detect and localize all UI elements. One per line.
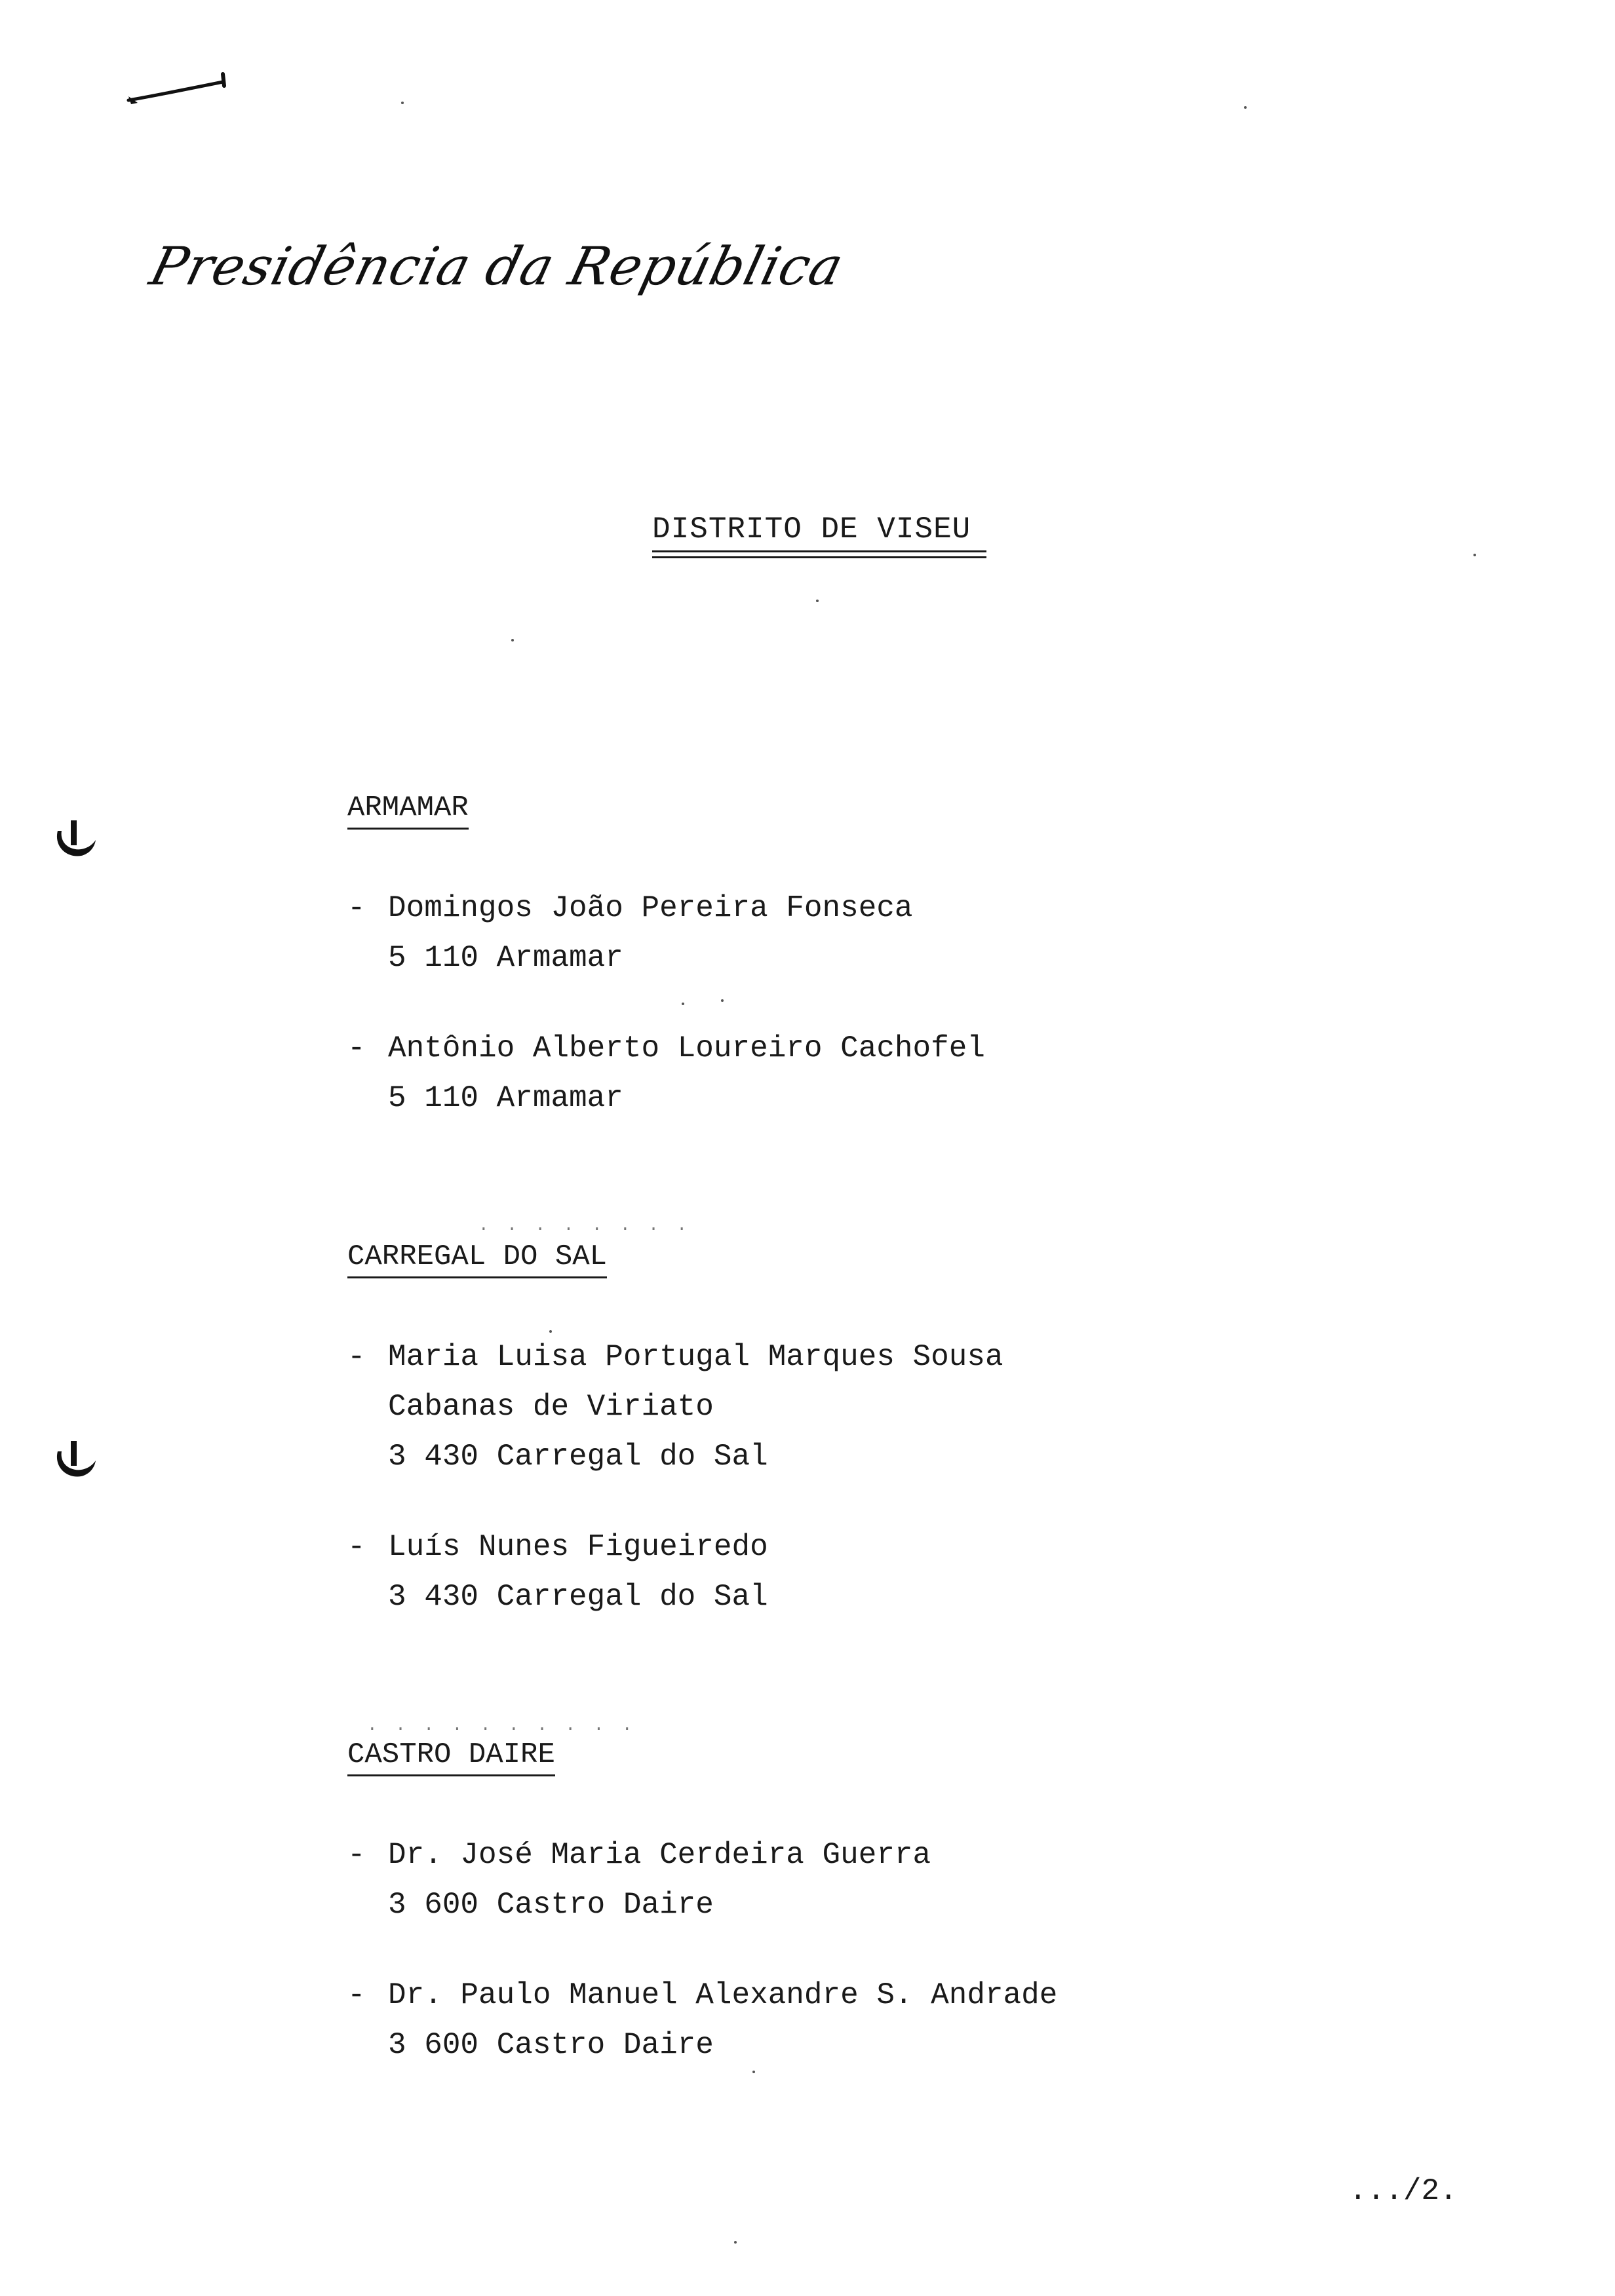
letterhead-presidencia: Presidência da República — [144, 236, 850, 297]
contact-entry — [347, 1332, 1331, 1482]
page-continuation-marker: .../2. — [1349, 2174, 1458, 2208]
title-double-underline — [652, 550, 986, 558]
contact-entry — [347, 883, 1331, 983]
entry-dash: - — [347, 1530, 366, 1564]
scan-dot-row: . . . . . . . . . . — [367, 1715, 636, 1735]
contact-entry — [347, 1970, 1331, 2070]
contact-address: 3 600 Castro Daire — [388, 1888, 714, 1922]
contact-locality: Cabanas de Viriato — [388, 1390, 714, 1424]
scan-speck — [752, 2071, 755, 2073]
contact-name: Domingos João Pereira Fonseca — [388, 891, 913, 925]
section-armamar — [347, 790, 1331, 1123]
entry-dash: - — [347, 891, 366, 925]
section-title: CASTRO DAIRE — [347, 1736, 555, 1776]
scan-speck — [511, 639, 514, 641]
contact-name: Antônio Alberto Loureiro Cachofel — [388, 1031, 985, 1065]
section-title: CARREGAL DO SAL — [347, 1238, 607, 1278]
contact-name: Dr. Paulo Manuel Alexandre S. Andrade — [388, 1978, 1058, 2012]
contact-address: 5 110 Armamar — [388, 941, 623, 975]
pen-stroke-mark — [125, 69, 229, 108]
contact-name: Dr. José Maria Cerdeira Guerra — [388, 1838, 931, 1872]
entry-dash: - — [347, 1838, 366, 1872]
scan-dot-row: . . . . . . . . — [478, 1215, 691, 1235]
document-title: DISTRITO DE VISEU — [652, 512, 971, 546]
scan-speck — [734, 2241, 737, 2244]
contact-name: Maria Luisa Portugal Marques Sousa — [388, 1340, 1003, 1374]
scan-speck — [816, 600, 819, 602]
contact-address: 3 600 Castro Daire — [388, 2028, 714, 2062]
contact-entry — [347, 1830, 1331, 1930]
binder-hole-mark-bottom — [51, 1438, 98, 1484]
section-castro-daire — [347, 1736, 1331, 2070]
scan-speck — [401, 102, 404, 104]
entry-dash: - — [347, 1340, 366, 1374]
contact-name: Luís Nunes Figueiredo — [388, 1530, 768, 1564]
contact-entry — [347, 1024, 1331, 1123]
section-carregal-do-sal — [347, 1238, 1331, 1622]
scan-speck — [1473, 554, 1476, 556]
entry-dash: - — [347, 1031, 366, 1065]
contact-entry — [347, 1522, 1331, 1622]
entry-dash: - — [347, 1978, 366, 2012]
contact-address: 5 110 Armamar — [388, 1081, 623, 1115]
scan-speck — [1244, 106, 1247, 109]
contact-address: 3 430 Carregal do Sal — [388, 1440, 768, 1474]
binder-hole-mark-top — [51, 818, 98, 864]
section-title: ARMAMAR — [347, 790, 469, 830]
contact-address: 3 430 Carregal do Sal — [388, 1580, 768, 1614]
